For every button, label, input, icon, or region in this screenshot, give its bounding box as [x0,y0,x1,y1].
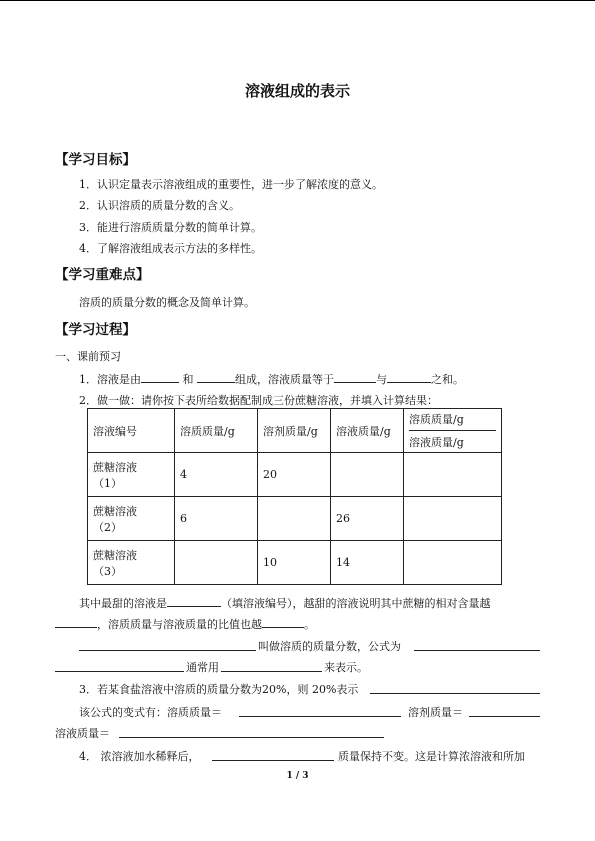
goals-heading: 【学习目标】 [55,152,136,168]
sucrose-table [87,408,502,585]
fraction-numerator: 溶质质量/g [409,411,496,431]
ratio-cell[interactable] [404,453,502,497]
solution-name: 蔗糖溶液 [93,504,137,518]
table-header-row [88,409,502,453]
after-line-4a: 通常用 [186,661,219,674]
after-text: 其中最甜的溶液是 [79,597,167,610]
row-label [88,453,175,497]
question-1 [79,370,464,387]
ratio-cell[interactable] [404,541,502,585]
q1-text-d: 与 [376,373,387,386]
solution-name: 蔗糖溶液 [93,548,137,562]
fraction-denominator: 溶液质量/g [409,436,464,449]
header-cell: 溶质质量/g [175,409,258,453]
q1-blank-2[interactable] [197,370,235,383]
solvent-cell[interactable]: 10 [258,541,331,585]
solution-number: （3） [93,564,122,578]
page-top-border [0,0,595,1]
sweetest-blank[interactable] [167,594,221,607]
solution-number: （2） [93,520,122,534]
ratio-cell[interactable] [404,497,502,541]
goal-item: 1．认识定量表示溶液组成的重要性，进一步了解浓度的意义。 [79,178,383,191]
row-label [88,541,175,585]
solute-cell[interactable]: 6 [175,497,258,541]
solute-formula-blank[interactable] [239,716,401,717]
common-blank-2[interactable] [221,671,322,672]
solution-cell[interactable] [331,453,404,497]
solute-cell[interactable] [175,541,258,585]
after-text: ，溶质质量与溶液质量的比值也越 [97,618,262,631]
after-text: （填溶液编号），越甜的溶液说明其中蔗糖的相对含量越 [221,597,491,610]
part1-label: 一、课前预习 [55,350,121,363]
q1-blank-3[interactable] [334,370,376,383]
q1-text-e: 之和。 [431,373,464,386]
question-4b: 质量保持不变。这是计算浓溶液和所加 [338,750,525,763]
formula-blank[interactable] [414,650,540,651]
goal-item: 2．认识溶质的质量分数的含义。 [79,199,240,212]
solution-number: （1） [93,476,122,490]
after-line-1 [79,594,491,611]
header-fraction-cell [404,409,502,453]
goal-item: 3．能进行溶质质量分数的简单计算。 [79,221,262,234]
q1-text-b: 和 [182,373,194,386]
key-points-text: 溶质的质量分数的概念及简单计算。 [79,296,255,309]
process-heading: 【学习过程】 [55,322,136,338]
solvent-cell[interactable] [258,497,331,541]
solution-name: 蔗糖溶液 [93,460,137,474]
key-points-heading: 【学习重难点】 [55,267,150,283]
table-row [88,541,502,585]
solvent-cell[interactable]: 20 [258,453,331,497]
header-cell: 溶剂质量/g [258,409,331,453]
table-row [88,453,502,497]
row-label [88,497,175,541]
common-blank-1[interactable] [55,671,184,672]
solution-cell[interactable]: 26 [331,497,404,541]
q1-text-a: 1．溶液是由 [79,373,141,386]
solute-cell[interactable]: 4 [175,453,258,497]
solvent-formula-blank[interactable] [469,716,540,717]
page-title: 溶液组成的表示 [244,82,350,100]
q3-variant-label: 该公式的变式有：溶质质量＝ [79,706,222,719]
after-line-2 [55,615,315,632]
table-row [88,497,502,541]
page-number: 1 / 3 [286,771,309,781]
after-line-3: 叫做溶质的质量分数，公式为 [258,640,401,653]
goal-item: 4．了解溶液组成表示方法的多样性。 [79,242,262,255]
ratio-blank[interactable] [262,615,304,628]
after-text: 。 [304,618,315,631]
q1-text-c: 组成，溶液质量等于 [235,373,334,386]
header-cell: 溶液编号 [88,409,175,453]
solution-formula-blank[interactable] [119,737,384,738]
meaning-blank[interactable] [370,693,540,694]
after-line-4b: 来表示。 [324,661,368,674]
q3-solvent-label: 溶剂质量＝ [408,706,463,719]
question-3: 3．若某食盐溶液中溶质的质量分数为20%，则 20%表示 [79,683,359,696]
question-2: 2．做一做：请你按下表所给数据配制成三份蔗糖溶液，并填入计算结果： [79,394,438,407]
content-blank[interactable] [55,615,97,628]
question-4a: 4． 浓溶液加水稀释后， [79,750,200,763]
definition-blank[interactable] [79,650,256,651]
q1-blank-4[interactable] [387,370,431,383]
q3-solution-label: 溶液质量＝ [55,727,110,740]
header-cell: 溶液质量/g [331,409,404,453]
solution-cell[interactable]: 14 [331,541,404,585]
dilution-blank[interactable] [212,760,334,761]
q1-blank-1[interactable] [141,370,179,383]
